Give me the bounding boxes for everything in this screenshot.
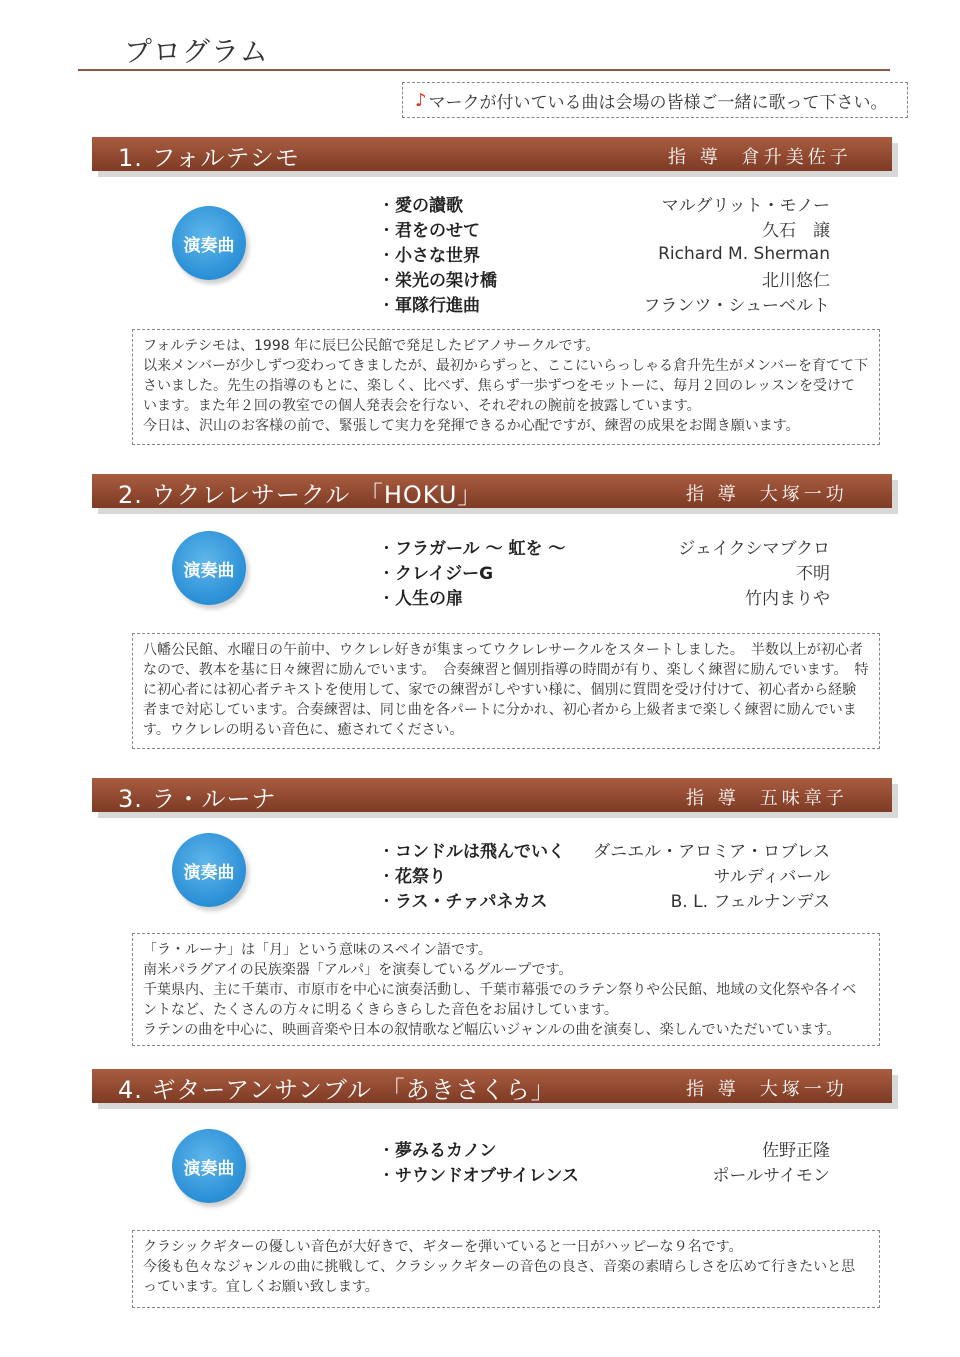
song-title: ・ サウンドオブサイレンス	[378, 1161, 579, 1186]
song-composer: 北川悠仁	[762, 271, 830, 291]
performance-badge: 演奏曲	[172, 206, 246, 280]
section-leader	[686, 480, 848, 506]
section-4-header	[92, 1069, 892, 1103]
song-composer: サルディバール	[713, 867, 830, 887]
leader-name: 大塚一功	[759, 1079, 848, 1100]
leader-name: 五味章子	[759, 788, 848, 809]
song-item	[378, 191, 830, 216]
performance-badge: 演奏曲	[172, 1129, 246, 1203]
song-item	[378, 584, 830, 609]
song-composer: マルグリット・モノー	[661, 196, 830, 216]
song-composer: ポールサイモン	[712, 1166, 830, 1186]
description-line: フォルテシモは、1998 年に辰巳公民館で発足したピアノサークルです。	[143, 338, 600, 354]
section-3-header	[92, 778, 892, 812]
song-composer: 竹内まりや	[745, 589, 830, 609]
description-line: 今日は、沢山のお客様の前で、緊張して実力を発揮できるか心配ですが、練習の成果をお聞き願います。	[143, 418, 800, 434]
description-line: 今後も色々なジャンルの曲に挑戦して、クラシックギターの音色の良さ、音楽の素晴らしさを広めて行きたいと思っています。宜しくお願い致します。	[143, 1259, 856, 1295]
section-leader	[686, 784, 848, 810]
song-title: ・ 愛の讃歌	[378, 191, 463, 216]
section-leader	[686, 1075, 848, 1101]
song-item	[378, 862, 830, 887]
song-list	[378, 191, 830, 316]
section-1-header	[92, 137, 892, 171]
song-title: ・ ラス・チァパネカス	[378, 887, 548, 912]
page-title: プログラム	[124, 35, 269, 68]
song-item	[378, 887, 830, 912]
song-composer: ダニエル・アロミア・ロブレス	[593, 842, 830, 862]
section-description	[132, 933, 880, 1046]
song-composer: 佐野正隆	[762, 1141, 830, 1161]
song-composer: Richard M. Sherman	[658, 243, 830, 264]
description-line: 南米パラグアイの民族楽器「アルパ」を演奏しているグループです。	[143, 962, 573, 978]
section-title: 3. ラ・ルーナ	[118, 785, 277, 813]
song-title: ・ 軍隊行進曲	[378, 291, 480, 316]
song-item	[378, 559, 830, 584]
song-title: ・ 栄光の架け橋	[378, 266, 497, 291]
song-item	[378, 216, 830, 241]
description-line: 以来メンバーが少しずつ変わってきましたが、最初からずっと、ここにいらっしゃる倉升先生がメンバーを育てて下さいました。先生の指導のもとに、楽しく、比べず、焦らず一歩ずつをモットーに、毎月２回のレッスンを受けています。また年２回の教室での個人発表会を行ない、それぞれの腕前を披露しています。	[143, 358, 869, 414]
song-item	[378, 291, 830, 316]
song-composer: 不明	[796, 564, 830, 584]
description-line: 八幡公民館、水曜日の午前中、ウクレレ好きが集まってウクレレサークルをスタートしました。 半数以上が初心者なので、教本を基に日々練習に励んでいます。 合奏練習と個別指導の時間が有り、楽しく練習に励んでいます。 特に初心者には初心者テキストを使用して、家での練習がしやすい様に、個別に質問を受け付けて、初心者から経験者まで対応しています。合奏練習は、同じ曲を各パートに分かれ、初心者から上級者まで楽しく練習に励んでいます。ウクレレの明るい音色に、癒されてください。	[143, 642, 869, 738]
leader-label: 指 導	[686, 1079, 740, 1100]
section-description	[132, 1230, 880, 1308]
section-title: 2. ウクレレサークル 「HOKU」	[118, 481, 483, 509]
description-line: ラテンの曲を中心に、映画音楽や日本の叙情歌など幅広いジャンルの曲を演奏し、楽しんでいただいています。	[143, 1022, 841, 1038]
song-composer: ジェイクシマブクロ	[678, 539, 830, 559]
leader-label: 指 導	[686, 788, 740, 809]
leader-label: 指 導	[668, 147, 722, 168]
description-line: クラシックギターの優しい音色が大好きで、ギターを弾いていると一日がハッピーな９名です。	[143, 1239, 743, 1255]
song-item	[378, 1161, 830, 1186]
performance-badge: 演奏曲	[172, 531, 246, 605]
section-2-header	[92, 474, 892, 508]
section-title: 4. ギターアンサンブル 「あきさくら」	[118, 1076, 556, 1104]
title-rule	[78, 69, 890, 71]
note-text: マークが付いている曲は会場の皆様ご一緒に歌って下さい。	[428, 92, 888, 113]
sing-along-note	[402, 82, 908, 118]
leader-name: 倉升美佐子	[741, 147, 852, 168]
song-composer: B. L. フェルナンデス	[670, 892, 830, 912]
description-line: 「ラ・ルーナ」は「月」という意味のスペイン語です。	[143, 942, 492, 958]
section-title: 1. フォルテシモ	[118, 144, 300, 172]
song-item	[378, 1136, 830, 1161]
song-composer: 久石 譲	[762, 221, 830, 241]
music-note-icon: ♪	[415, 89, 427, 111]
song-title: ・ コンドルは飛んでいく	[378, 837, 565, 862]
song-list	[378, 837, 830, 912]
song-title: ・ 君をのせて	[378, 216, 480, 241]
section-description	[132, 633, 880, 749]
section-leader	[668, 143, 852, 169]
leader-label: 指 導	[686, 484, 740, 505]
song-title: ・ フラガール ～ 虹を ～	[378, 534, 565, 559]
song-title: ・ 花祭り	[378, 862, 446, 887]
performance-badge: 演奏曲	[172, 833, 246, 907]
section-description	[132, 329, 880, 445]
song-list	[378, 1136, 830, 1186]
song-item	[378, 241, 830, 266]
song-item	[378, 837, 830, 862]
description-line: 千葉県内、主に千葉市、市原市を中心に演奏活動し、千葉市幕張でのラテン祭りや公民館、地域の文化祭や各イベントなど、たくさんの方々に明るくきらきらした音色をお届けしています。	[143, 982, 857, 1018]
song-title: ・ 人生の扉	[378, 584, 463, 609]
leader-name: 大塚一功	[759, 484, 848, 505]
song-title: ・ クレイジーG	[378, 559, 493, 584]
song-title: ・ 小さな世界	[378, 241, 480, 266]
song-item	[378, 266, 830, 291]
song-title: ・ 夢みるカノン	[378, 1136, 496, 1161]
song-item	[378, 534, 830, 559]
song-composer: フランツ・シューベルト	[643, 296, 830, 316]
song-list	[378, 534, 830, 609]
